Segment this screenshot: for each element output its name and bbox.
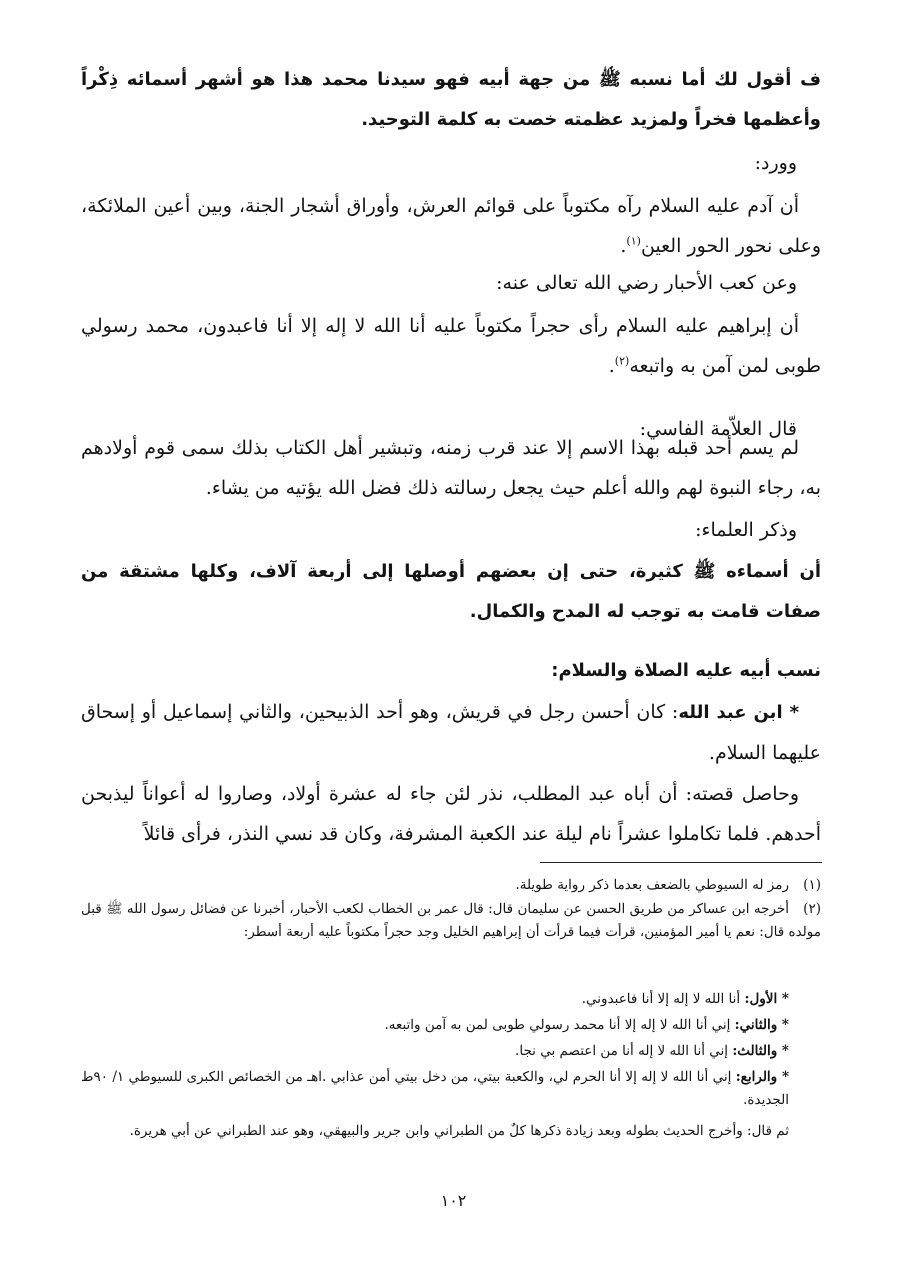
paragraph-ulama (57, 510, 797, 550)
list-lead: * والرابع: (735, 1069, 790, 1085)
paragraph-text: أن إبراهيم عليه السلام رأى حجراً مكتوباً عليه أنا الله لا إله إلا أنا فاعبدون، محمد رسولي طوبى لمن آمن به واتبعه (81, 315, 821, 377)
footnote-2-end (81, 1120, 821, 1143)
list-text: إني أنا الله لا إله إلا أنا محمد رسولي طوبى لمن به آمن واتبعه. (384, 1017, 731, 1033)
footnote-2 (81, 898, 821, 944)
footnote-divider (540, 862, 822, 863)
list-text: إني أنا الله لا إله إلا أنا الحرم لي، والكعبة بيتي، من دخل بيتي أمن عذابي .اهـ من الخصائص الكبرى للسيوطي ١/ ٩٠ط الجديدة. (81, 1069, 789, 1108)
paragraph-text: . (608, 355, 615, 377)
list-lead: * والثالث: (732, 1043, 789, 1059)
paragraph-text: أن أسماءه ﷺ كثيرة، حتى إن بعضهم أوصلها إلى أربعة آلاف، وكلها مشتقة من صفات قامت به توجب له المدح والكمال. (81, 561, 821, 622)
footnote-line-third (81, 1040, 821, 1063)
footnote-line-fourth (81, 1066, 821, 1112)
list-text: إني أنا الله لا إله أنا من اعتصم بي نجا. (515, 1043, 729, 1059)
footnote-line-first (81, 988, 821, 1011)
paragraph-text: وحاصل قصته: أن أباه عبد المطلب، نذر لئن جاء له عشرة أولاد، وصاروا له أعواناً ليذبحن أحدهم. فلما تكاملوا عشراً نام ليلة عند الكعبة المشرفة، وكان قد نسي النذر، فرأى قائلاً (81, 783, 821, 845)
footnote-line-second (81, 1014, 821, 1037)
paragraph-text: ف أقول لك أما نسبه ﷺ من جهة أبيه فهو سيدنا محمد هذا هو أشهر أسمائه ذِكْراً وأعظمها فخراً ولمزيد عظمته خصت به كلمة التوحيد. (81, 69, 821, 130)
paragraph-ibrahim (81, 306, 821, 386)
paragraph-text: وورد: (754, 152, 797, 174)
footnote-number: (٢) (803, 901, 821, 917)
footnote-ref-2[interactable]: (٢) (614, 354, 630, 368)
paragraph-text: : كان أحسن رجل في قريش، وهو أحد الذبيحين، والثاني إسماعيل أو إسحاق عليهما السلام. (81, 701, 821, 764)
paragraph-adam (81, 186, 821, 266)
list-lead: * الأول: (744, 991, 789, 1007)
paragraph-text: أن آدم عليه السلام رآه مكتوباً على قوائم العرش، وأوراق أشجار الجنة، وبين أعين الملائكة، وعلى نحور الحور العين (81, 195, 821, 257)
paragraph-text: قال العلاّمة الفاسي: (639, 418, 797, 440)
footnote-text: ثم قال: وأخرج الحديث بطوله وبعد زيادة ذكرها كلٌ من الطبراني وابن جرير والبيهقي، وهو عند الطبراني عن أبي هريرة. (129, 1123, 789, 1139)
list-text: أنا الله لا إله إلا أنا فاعبدوني. (581, 991, 741, 1007)
paragraph-ibn-abdullah (81, 692, 821, 773)
paragraph-story (81, 774, 821, 854)
footnote-text: رمز له السيوطي بالضعف بعدما ذكر رواية طويلة. (515, 877, 789, 893)
page-number: ١٠٢ (440, 1191, 467, 1210)
footnote-1 (81, 874, 821, 897)
paragraph-name-muhammad (81, 60, 821, 140)
paragraph-names-count (81, 552, 821, 632)
footnote-number: (١) (803, 877, 821, 893)
paragraph-text: لم يسم أحد قبله بهذا الاسم إلا عند قرب زمنه، وتبشير أهل الكتاب بذلك سمى قوم أولادهم به، رجاء النبوة لهم والله أعلم حيث يجعل رسالته ذلك فضل الله يؤتيه من يشاء. (81, 437, 821, 499)
paragraph-wa-warad (57, 143, 797, 183)
paragraph-fasi-quote (81, 428, 821, 508)
footnote-text: أخرجه ابن عساكر من طريق الحسن عن سليمان قال: قال عمر بن الخطاب لكعب الأحبار، أخبرنا عن فضائل رسول الله ﷺ قبل مولده قال: نعم يا أمير المؤمنين، قرأت فيما قرأت أن إبراهيم الخليل وجد حجراً مكتوباً عليه أربعة أسطر: (81, 901, 821, 940)
bold-lead: * ابن عبد الله (678, 702, 799, 723)
paragraph-text: وعن كعب الأحبار رضي الله تعالى عنه: (496, 272, 797, 294)
section-heading: نسب أبيه عليه الصلاة والسلام: (551, 660, 821, 681)
footnote-ref-1[interactable]: (١) (626, 234, 641, 248)
paragraph-kaab (57, 263, 797, 303)
list-lead: * والثاني: (734, 1017, 789, 1033)
paragraph-text: وذكر العلماء: (695, 519, 797, 541)
paragraph-text: . (620, 235, 627, 257)
